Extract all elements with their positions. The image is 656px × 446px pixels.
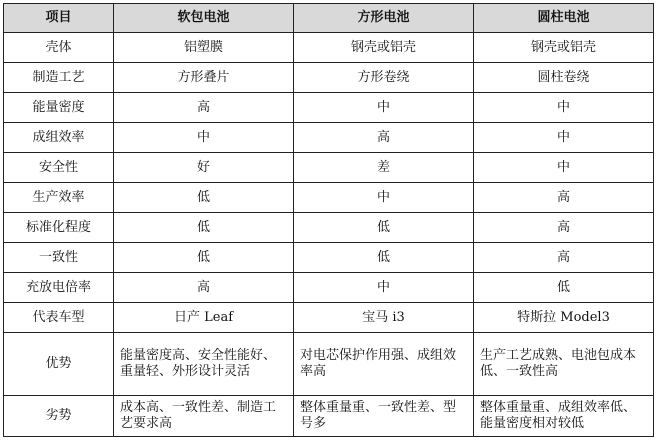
table-row [4, 183, 654, 213]
table-cell: 高 [474, 213, 654, 243]
row-label: 生产效率 [4, 183, 114, 213]
table-cell: 低 [294, 243, 474, 273]
table-cell: 高 [114, 273, 294, 303]
table-cell: 中 [474, 123, 654, 153]
table-row [4, 213, 654, 243]
row-label: 能量密度 [4, 93, 114, 123]
row-label: 劣势 [4, 396, 114, 437]
table-row [4, 153, 654, 183]
row-label: 制造工艺 [4, 63, 114, 93]
table-header-row [4, 4, 654, 33]
header-cylindrical-cell: 圆柱电池 [474, 4, 654, 33]
table-cell: 钢壳或铝壳 [294, 33, 474, 63]
table-cell: 低 [294, 213, 474, 243]
row-label: 一致性 [4, 243, 114, 273]
table-cell: 对电芯保护作用强、成组效率高 [294, 333, 474, 396]
table-cell: 成本高、一致性差、制造工艺要求高 [114, 396, 294, 437]
table-cell: 日产 Leaf [114, 303, 294, 333]
table-cell: 低 [474, 273, 654, 303]
table-cell: 高 [474, 183, 654, 213]
table-cell: 中 [294, 273, 474, 303]
table-cell: 低 [114, 183, 294, 213]
table-row [4, 333, 654, 396]
table-cell: 宝马 i3 [294, 303, 474, 333]
table-row [4, 123, 654, 153]
table-row [4, 93, 654, 123]
table-row [4, 396, 654, 437]
table-row [4, 303, 654, 333]
table-cell: 高 [474, 243, 654, 273]
table-cell: 中 [114, 123, 294, 153]
table-cell: 钢壳或铝壳 [474, 33, 654, 63]
table-cell: 生产工艺成熟、电池包成本低、一致性高 [474, 333, 654, 396]
table-cell: 圆柱卷绕 [474, 63, 654, 93]
row-label: 充放电倍率 [4, 273, 114, 303]
table-cell: 方形卷绕 [294, 63, 474, 93]
table-cell: 铝塑膜 [114, 33, 294, 63]
row-label: 安全性 [4, 153, 114, 183]
table-cell: 中 [474, 153, 654, 183]
table-row [4, 63, 654, 93]
row-label: 成组效率 [4, 123, 114, 153]
table-cell: 特斯拉 Model3 [474, 303, 654, 333]
table-cell: 中 [294, 183, 474, 213]
table-cell: 中 [474, 93, 654, 123]
row-label: 优势 [4, 333, 114, 396]
table-cell: 整体重量重、成组效率低、能量密度相对较低 [474, 396, 654, 437]
row-label: 壳体 [4, 33, 114, 63]
table-row [4, 33, 654, 63]
battery-comparison-table [3, 3, 654, 437]
header-prismatic-cell: 方形电池 [294, 4, 474, 33]
row-label: 代表车型 [4, 303, 114, 333]
table-cell: 整体重量重、一致性差、型号多 [294, 396, 474, 437]
table-cell: 高 [114, 93, 294, 123]
table-cell: 方形叠片 [114, 63, 294, 93]
header-pouch-cell: 软包电池 [114, 4, 294, 33]
table-cell: 低 [114, 213, 294, 243]
table-cell: 差 [294, 153, 474, 183]
table-cell: 高 [294, 123, 474, 153]
table-row [4, 243, 654, 273]
table-cell: 低 [114, 243, 294, 273]
table-cell: 中 [294, 93, 474, 123]
table-cell: 能量密度高、安全性能好、重量轻、外形设计灵活 [114, 333, 294, 396]
table-row [4, 273, 654, 303]
header-item: 项目 [4, 4, 114, 33]
table-cell: 好 [114, 153, 294, 183]
row-label: 标准化程度 [4, 213, 114, 243]
